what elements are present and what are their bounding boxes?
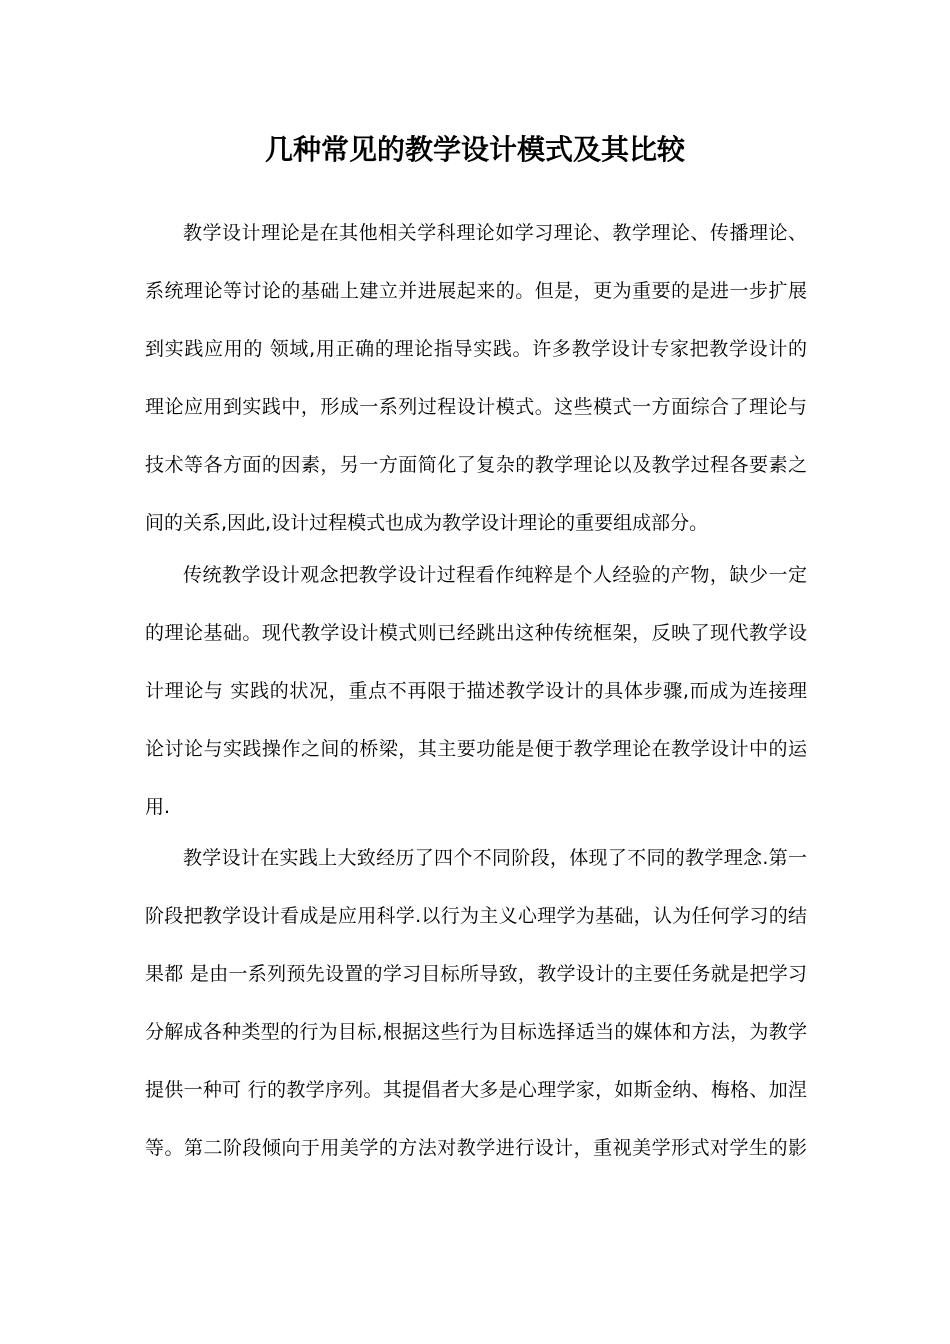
paragraph-2-line-1: 传统教学设计观念把教学设计过程看作纯粹是个人经验的产物，缺少一定 [183, 564, 807, 586]
paragraph-1-line-5: 技术等各方面的因素，另一方面简化了复杂的教学理论以及教学过程各要素之 [145, 454, 807, 476]
document-title: 几种常见的教学设计模式及其比较 [264, 133, 685, 166]
paragraph-1-line-3: 到实践应用的 领域,用正确的理论指导实践。许多教学设计专家把教学设计的 [145, 338, 807, 360]
paragraph-2-line-5: 用. [145, 796, 171, 818]
paragraph-1-line-4: 理论应用到实践中，形成一系列过程设计模式。这些模式一方面综合了理论与 [145, 396, 807, 418]
paragraph-2-line-2: 的理论基础。现代教学设计模式则已经跳出这种传统框架，反映了现代教学设 [145, 622, 807, 644]
paragraph-3-line-2: 阶段把教学设计看成是应用科学.以行为主义心理学为基础，认为任何学习的结 [145, 905, 807, 927]
paragraph-1-line-1: 教学设计理论是在其他相关学科理论如学习理论、教学理论、传播理论、 [183, 222, 807, 244]
paragraph-3-line-1: 教学设计在实践上大致经历了四个不同阶段，体现了不同的教学理念.第一 [183, 847, 807, 869]
paragraph-3-line-6: 等。第二阶段倾向于用美学的方法对教学进行设计，重视美学形式对学生的影 [145, 1137, 807, 1159]
paragraph-2-line-3: 计理论与 实践的状况，重点不再限于描述教学设计的具体步骤,而成为连接理 [145, 680, 807, 702]
paragraph-3-line-5: 提供一种可 行的教学序列。其提倡者大多是心理学家，如斯金纳、梅格、加涅 [145, 1079, 807, 1101]
paragraph-1-line-6: 间的关系,因此,设计过程模式也成为教学设计理论的重要组成部分。 [145, 512, 709, 534]
paragraph-3-line-4: 分解成各种类型的行为目标,根据这些行为目标选择适当的媒体和方法，为教学 [145, 1021, 807, 1043]
paragraph-2-line-4: 论讨论与实践操作之间的桥梁，其主要功能是便于教学理论在教学设计中的运 [145, 738, 807, 760]
paragraph-3-line-3: 果都 是由一系列预先设置的学习目标所导致，教学设计的主要任务就是把学习 [145, 963, 807, 985]
paragraph-1-line-2: 系统理论等讨论的基础上建立并进展起来的。但是，更为重要的是进一步扩展 [145, 280, 807, 302]
